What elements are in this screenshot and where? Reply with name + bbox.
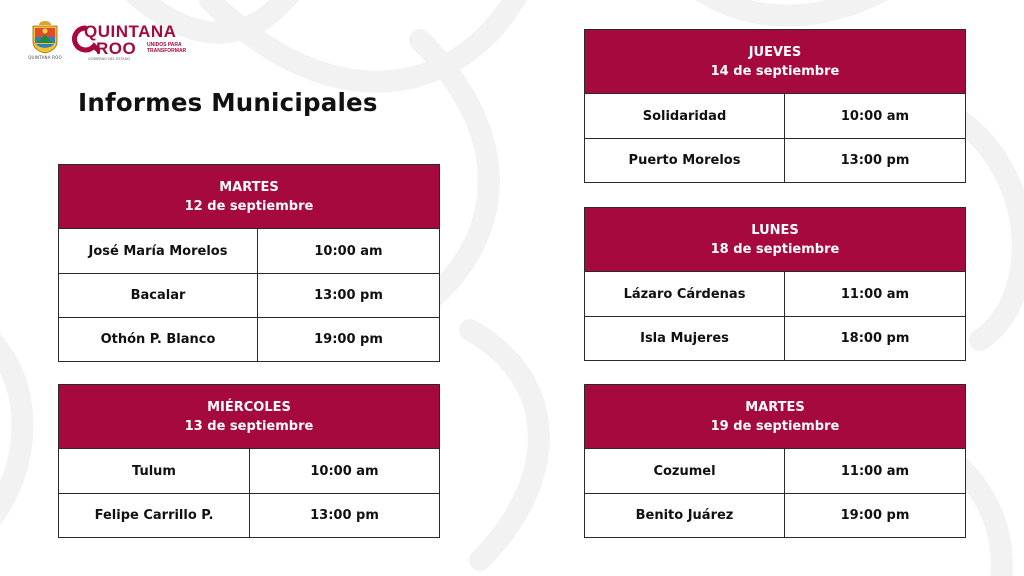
time-cell: 13:00 pm	[784, 139, 965, 182]
schedule-header	[585, 208, 965, 272]
time-cell: 13:00 pm	[257, 274, 439, 317]
state-caption: QUINTANA ROO	[28, 55, 62, 60]
table-row	[585, 94, 965, 138]
header-logos	[28, 20, 187, 64]
schedule-date: 12 de septiembre	[184, 198, 314, 214]
schedule-day: MARTES	[745, 399, 805, 415]
schedule-day: MIÉRCOLES	[207, 399, 291, 415]
table-row	[59, 317, 439, 361]
municipality-cell: Puerto Morelos	[628, 153, 741, 168]
schedule-table-martes-19	[584, 384, 966, 538]
table-row	[59, 229, 439, 273]
table-row	[59, 273, 439, 317]
schedule-day: LUNES	[751, 222, 799, 238]
time-cell: 10:00 am	[784, 94, 965, 138]
municipality-cell: Isla Mujeres	[640, 331, 729, 346]
schedule-table-jueves-14	[584, 29, 966, 183]
schedule-header	[585, 385, 965, 449]
table-row	[59, 493, 439, 537]
schedule-table-lunes-18	[584, 207, 966, 361]
table-row	[585, 493, 965, 537]
table-row	[585, 272, 965, 316]
brand-line-1: QUINTANA	[84, 22, 177, 41]
page-title: Informes Municipales	[78, 88, 378, 117]
municipality-cell: Tulum	[132, 463, 176, 479]
municipality-cell: Felipe Carrillo P.	[94, 508, 214, 523]
time-cell: 19:00 pm	[784, 494, 965, 537]
time-cell: 19:00 pm	[257, 318, 439, 361]
time-cell: 13:00 pm	[249, 494, 439, 537]
table-row	[585, 449, 965, 493]
brand-tagline: UNIDOS PARA TRANSFORMAR	[147, 42, 187, 54]
schedule-header	[585, 30, 965, 94]
municipality-cell: Solidaridad	[642, 108, 727, 124]
schedule-date: 19 de septiembre	[710, 418, 840, 434]
time-cell: 11:00 am	[784, 449, 965, 493]
schedule-date: 18 de septiembre	[710, 241, 840, 257]
brand-logo	[70, 20, 187, 64]
schedule-date: 14 de septiembre	[710, 63, 840, 79]
brand-line-2: ROO	[96, 39, 137, 58]
schedule-date: 13 de septiembre	[184, 418, 314, 434]
schedule-table-miercoles-13	[58, 384, 440, 538]
schedule-header	[59, 385, 439, 449]
time-cell: 18:00 pm	[784, 317, 965, 360]
time-cell: 10:00 am	[257, 229, 439, 273]
coat-of-arms-icon	[30, 20, 60, 54]
municipality-cell: Benito Juárez	[635, 508, 734, 523]
table-row	[585, 138, 965, 182]
municipality-cell: Lázaro Cárdenas	[623, 286, 746, 302]
municipality-cell: Cozumel	[653, 463, 716, 479]
municipality-cell: Bacalar	[130, 288, 186, 303]
schedule-header	[59, 165, 439, 229]
municipality-cell: José María Morelos	[88, 243, 228, 259]
schedule-day: JUEVES	[748, 44, 802, 60]
time-cell: 10:00 am	[249, 449, 439, 493]
schedule-day: MARTES	[219, 179, 279, 195]
schedule-table-martes-12	[58, 164, 440, 362]
table-row	[59, 449, 439, 493]
table-row	[585, 316, 965, 360]
municipality-cell: Othón P. Blanco	[100, 332, 216, 347]
time-cell: 11:00 am	[784, 272, 965, 316]
brand-small-caption: GOBIERNO DEL ESTADO	[88, 57, 131, 61]
state-seal-logo	[30, 20, 60, 62]
